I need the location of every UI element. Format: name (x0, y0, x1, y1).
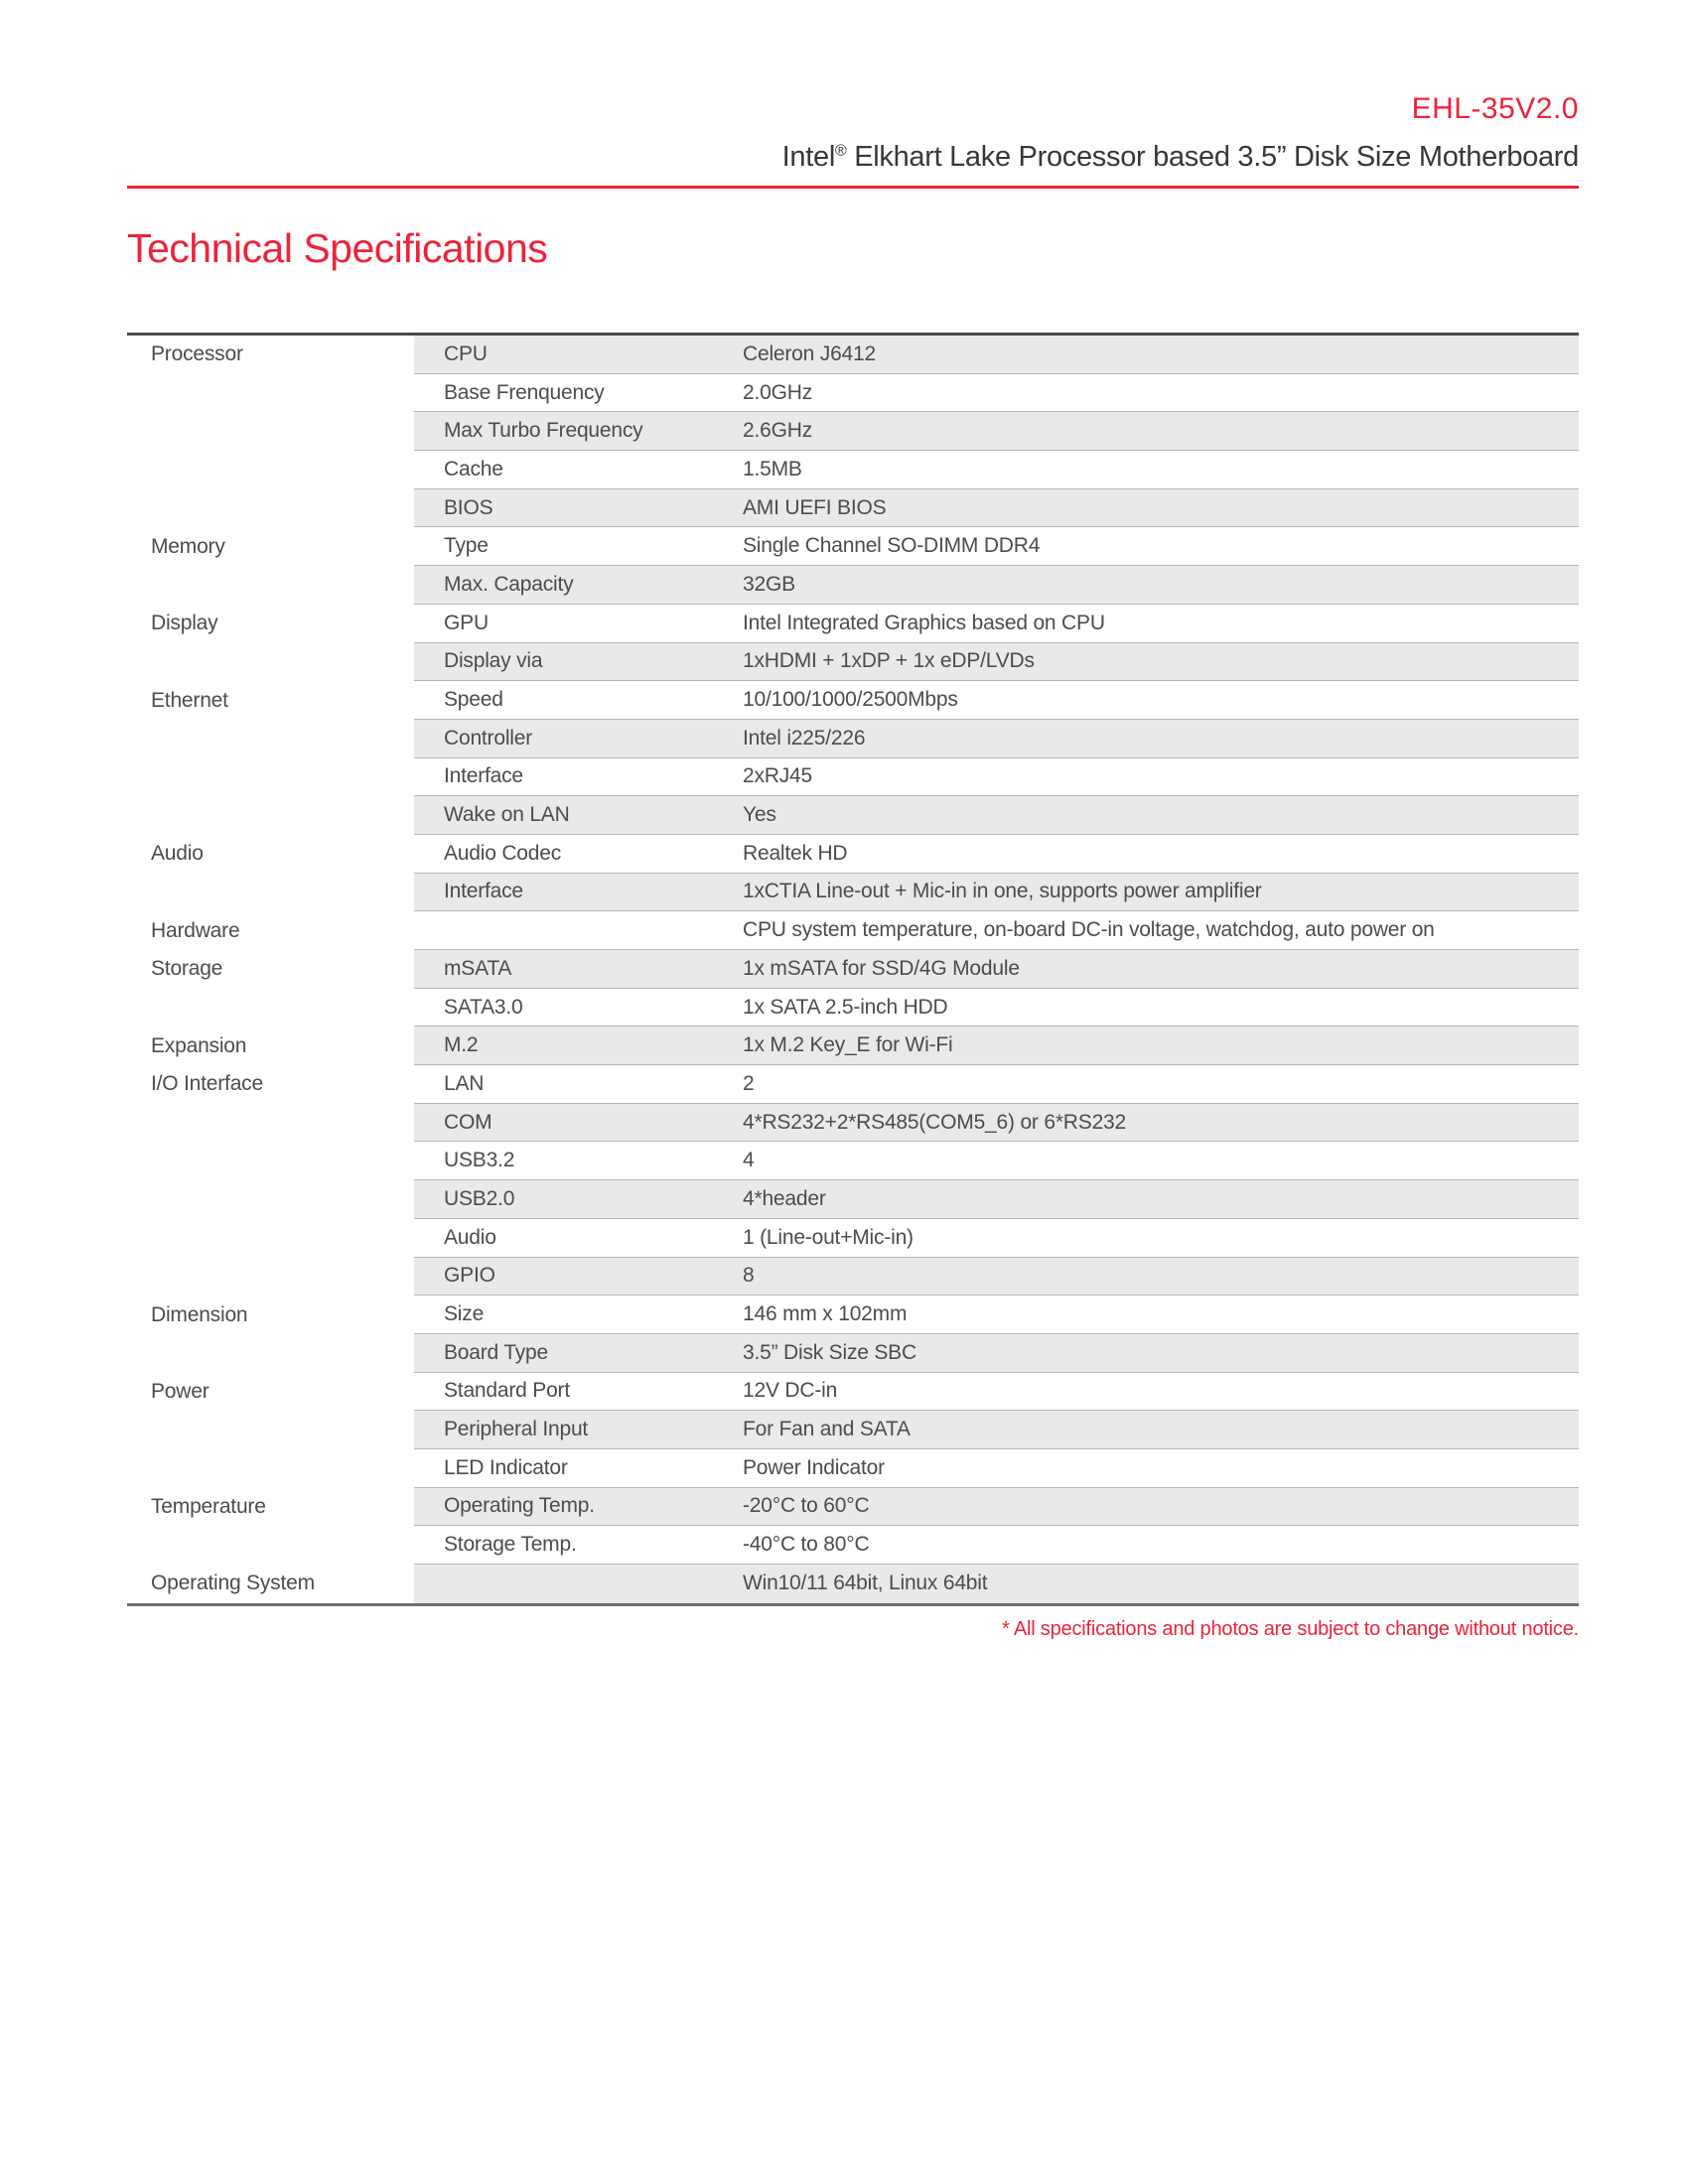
category-cell (127, 412, 414, 451)
footnote: * All specifications and photos are subject to change without notice. (1001, 1618, 1579, 1640)
value-cell: Yes (743, 803, 776, 827)
category-cell: Display (127, 605, 414, 643)
table-row (127, 796, 1579, 835)
value-cell: 3.5” Disk Size SBC (743, 1340, 916, 1364)
row-band (414, 643, 1579, 682)
value-cell: 2.6GHz (743, 419, 812, 443)
document-header (127, 91, 1579, 189)
row-band (414, 527, 1579, 566)
category-cell: Ethernet (127, 681, 414, 720)
table-row (127, 1373, 1579, 1412)
attribute-cell: SATA3.0 (444, 995, 523, 1019)
row-band (414, 1565, 1579, 1603)
category-cell (127, 1334, 414, 1373)
product-model: EHL-35V2.0 (1411, 92, 1579, 125)
value-cell: Power Indicator (743, 1455, 885, 1479)
table-row (127, 1449, 1579, 1488)
category-cell (127, 643, 414, 682)
row-band (414, 1488, 1579, 1527)
row-band (414, 1065, 1579, 1104)
value-cell: CPU system temperature, on-board DC-in voltage, watchdog, auto power on (743, 918, 1435, 942)
attribute-cell: Storage Temp. (444, 1533, 577, 1557)
value-cell: Intel Integrated Graphics based on CPU (743, 611, 1105, 634)
row-band (414, 412, 1579, 451)
attribute-cell: Operating Temp. (444, 1494, 595, 1518)
table-row (127, 1411, 1579, 1449)
row-band (414, 874, 1579, 912)
attribute-cell: Max Turbo Frequency (444, 419, 643, 443)
table-row (127, 1334, 1579, 1373)
spec-table (127, 333, 1579, 1606)
row-band (414, 566, 1579, 605)
attribute-cell: Standard Port (444, 1379, 570, 1403)
value-cell: 1.5MB (743, 457, 802, 480)
value-cell: 1x SATA 2.5-inch HDD (743, 995, 948, 1019)
table-row (127, 1065, 1579, 1104)
product-subtitle-brand: Intel (781, 141, 835, 173)
table-row (127, 1488, 1579, 1527)
attribute-cell: Wake on LAN (444, 803, 570, 827)
attribute-cell: BIOS (444, 495, 493, 519)
row-band (414, 336, 1579, 374)
category-cell (127, 874, 414, 912)
attribute-cell: COM (444, 1110, 492, 1134)
category-cell: Hardware (127, 911, 414, 950)
value-cell: 10/100/1000/2500Mbps (743, 688, 958, 712)
table-row (127, 605, 1579, 643)
value-cell: Intel i225/226 (743, 726, 866, 750)
row-band (414, 1258, 1579, 1297)
value-cell: 1x mSATA for SSD/4G Module (743, 956, 1020, 980)
attribute-cell: Controller (444, 726, 533, 750)
attribute-cell: CPU (444, 341, 488, 365)
row-band (414, 1449, 1579, 1488)
attribute-cell: Size (444, 1302, 485, 1326)
table-row (127, 1296, 1579, 1334)
value-cell: 2 (743, 1071, 755, 1095)
category-cell: Dimension (127, 1296, 414, 1334)
attribute-cell: Display via (444, 649, 543, 673)
category-cell (127, 720, 414, 758)
row-band (414, 1411, 1579, 1449)
row-band (414, 796, 1579, 835)
value-cell: 2xRJ45 (743, 764, 813, 788)
section-title: Technical Specifications (127, 225, 548, 271)
category-cell (127, 1449, 414, 1488)
row-band (414, 1180, 1579, 1219)
category-cell (127, 1142, 414, 1180)
table-row (127, 874, 1579, 912)
value-cell: Win10/11 64bit, Linux 64bit (743, 1571, 988, 1595)
attribute-cell: GPU (444, 611, 489, 634)
category-cell (127, 989, 414, 1027)
attribute-cell: USB3.2 (444, 1149, 515, 1172)
attribute-cell: M.2 (444, 1033, 479, 1057)
table-row (127, 1258, 1579, 1297)
row-band (414, 1104, 1579, 1143)
product-subtitle (127, 140, 1579, 189)
value-cell: -20°C to 60°C (743, 1494, 870, 1518)
table-row (127, 1142, 1579, 1180)
table-row (127, 374, 1579, 413)
attribute-cell: LED Indicator (444, 1455, 568, 1479)
value-cell: 1xCTIA Line-out + Mic-in in one, supports power amplifier (743, 880, 1262, 903)
table-row (127, 643, 1579, 682)
value-cell: Celeron J6412 (743, 341, 876, 365)
category-cell: I/O Interface (127, 1065, 414, 1104)
category-cell (127, 374, 414, 413)
row-band (414, 720, 1579, 758)
attribute-cell: Audio (444, 1225, 496, 1249)
table-row (127, 758, 1579, 797)
category-cell (127, 1411, 414, 1449)
row-band (414, 1142, 1579, 1180)
attribute-cell: Interface (444, 764, 523, 788)
category-cell (127, 758, 414, 797)
attribute-cell: Base Frenquency (444, 380, 605, 404)
value-cell: 2.0GHz (743, 380, 812, 404)
row-band (414, 1526, 1579, 1565)
category-cell (127, 451, 414, 489)
value-cell: 4*RS232+2*RS485(COM5_6) or 6*RS232 (743, 1110, 1127, 1134)
table-row (127, 1180, 1579, 1219)
row-band (414, 605, 1579, 643)
attribute-cell: Cache (444, 457, 503, 480)
row-band (414, 374, 1579, 413)
row-band (414, 758, 1579, 797)
table-row (127, 1104, 1579, 1143)
category-cell: Temperature (127, 1488, 414, 1527)
row-band (414, 989, 1579, 1027)
attribute-cell: Interface (444, 880, 523, 903)
category-cell: Expansion (127, 1026, 414, 1065)
category-cell (127, 1104, 414, 1143)
category-cell (127, 1526, 414, 1565)
value-cell: For Fan and SATA (743, 1418, 911, 1441)
category-cell (127, 1180, 414, 1219)
table-row (127, 720, 1579, 758)
row-band (414, 1219, 1579, 1258)
table-row (127, 527, 1579, 566)
table-row (127, 1026, 1579, 1065)
category-cell (127, 1219, 414, 1258)
attribute-cell: mSATA (444, 956, 512, 980)
row-band (414, 451, 1579, 489)
attribute-cell: Peripheral Input (444, 1418, 589, 1441)
category-cell: Audio (127, 835, 414, 874)
category-cell (127, 566, 414, 605)
attribute-cell: Speed (444, 688, 503, 712)
table-row (127, 1565, 1579, 1603)
attribute-cell: Board Type (444, 1340, 549, 1364)
row-band (414, 1026, 1579, 1065)
table-row (127, 1219, 1579, 1258)
value-cell: Realtek HD (743, 841, 848, 865)
category-cell: Processor (127, 336, 414, 374)
attribute-cell: Type (444, 534, 489, 558)
value-cell: AMI UEFI BIOS (743, 495, 887, 519)
table-row (127, 681, 1579, 720)
row-band (414, 1373, 1579, 1412)
row-band (414, 1296, 1579, 1334)
table-row (127, 835, 1579, 874)
value-cell: Single Channel SO-DIMM DDR4 (743, 534, 1041, 558)
category-cell (127, 1258, 414, 1297)
category-cell: Storage (127, 950, 414, 989)
row-band (414, 911, 1579, 950)
table-row (127, 336, 1579, 374)
value-cell: 32GB (743, 572, 795, 596)
value-cell: 1xHDMI + 1xDP + 1x eDP/LVDs (743, 649, 1035, 673)
table-row (127, 566, 1579, 605)
value-cell: 4*header (743, 1186, 826, 1210)
category-cell: Operating System (127, 1565, 414, 1603)
value-cell: 12V DC-in (743, 1379, 838, 1403)
attribute-cell: Max. Capacity (444, 572, 574, 596)
category-cell (127, 489, 414, 528)
registered-trademark-symbol: ® (834, 142, 847, 160)
category-cell: Memory (127, 527, 414, 566)
value-cell: 146 mm x 102mm (743, 1302, 908, 1326)
table-row (127, 1526, 1579, 1565)
row-band (414, 489, 1579, 528)
attribute-cell: USB2.0 (444, 1186, 515, 1210)
table-row (127, 451, 1579, 489)
attribute-cell: Audio Codec (444, 841, 562, 865)
row-band (414, 1334, 1579, 1373)
row-band (414, 950, 1579, 989)
value-cell: -40°C to 80°C (743, 1533, 870, 1557)
value-cell: 4 (743, 1149, 755, 1172)
value-cell: 8 (743, 1264, 755, 1288)
table-row (127, 412, 1579, 451)
category-cell: Power (127, 1373, 414, 1412)
value-cell: 1x M.2 Key_E for Wi-Fi (743, 1033, 953, 1057)
row-band (414, 681, 1579, 720)
attribute-cell: LAN (444, 1071, 485, 1095)
value-cell: 1 (Line-out+Mic-in) (743, 1225, 914, 1249)
product-subtitle-rest: Elkhart Lake Processor based 3.5” Disk Size Motherboard (846, 141, 1579, 173)
table-row (127, 989, 1579, 1027)
row-band (414, 835, 1579, 874)
table-row (127, 950, 1579, 989)
attribute-cell: GPIO (444, 1264, 495, 1288)
table-row (127, 911, 1579, 950)
table-row (127, 489, 1579, 528)
category-cell (127, 796, 414, 835)
